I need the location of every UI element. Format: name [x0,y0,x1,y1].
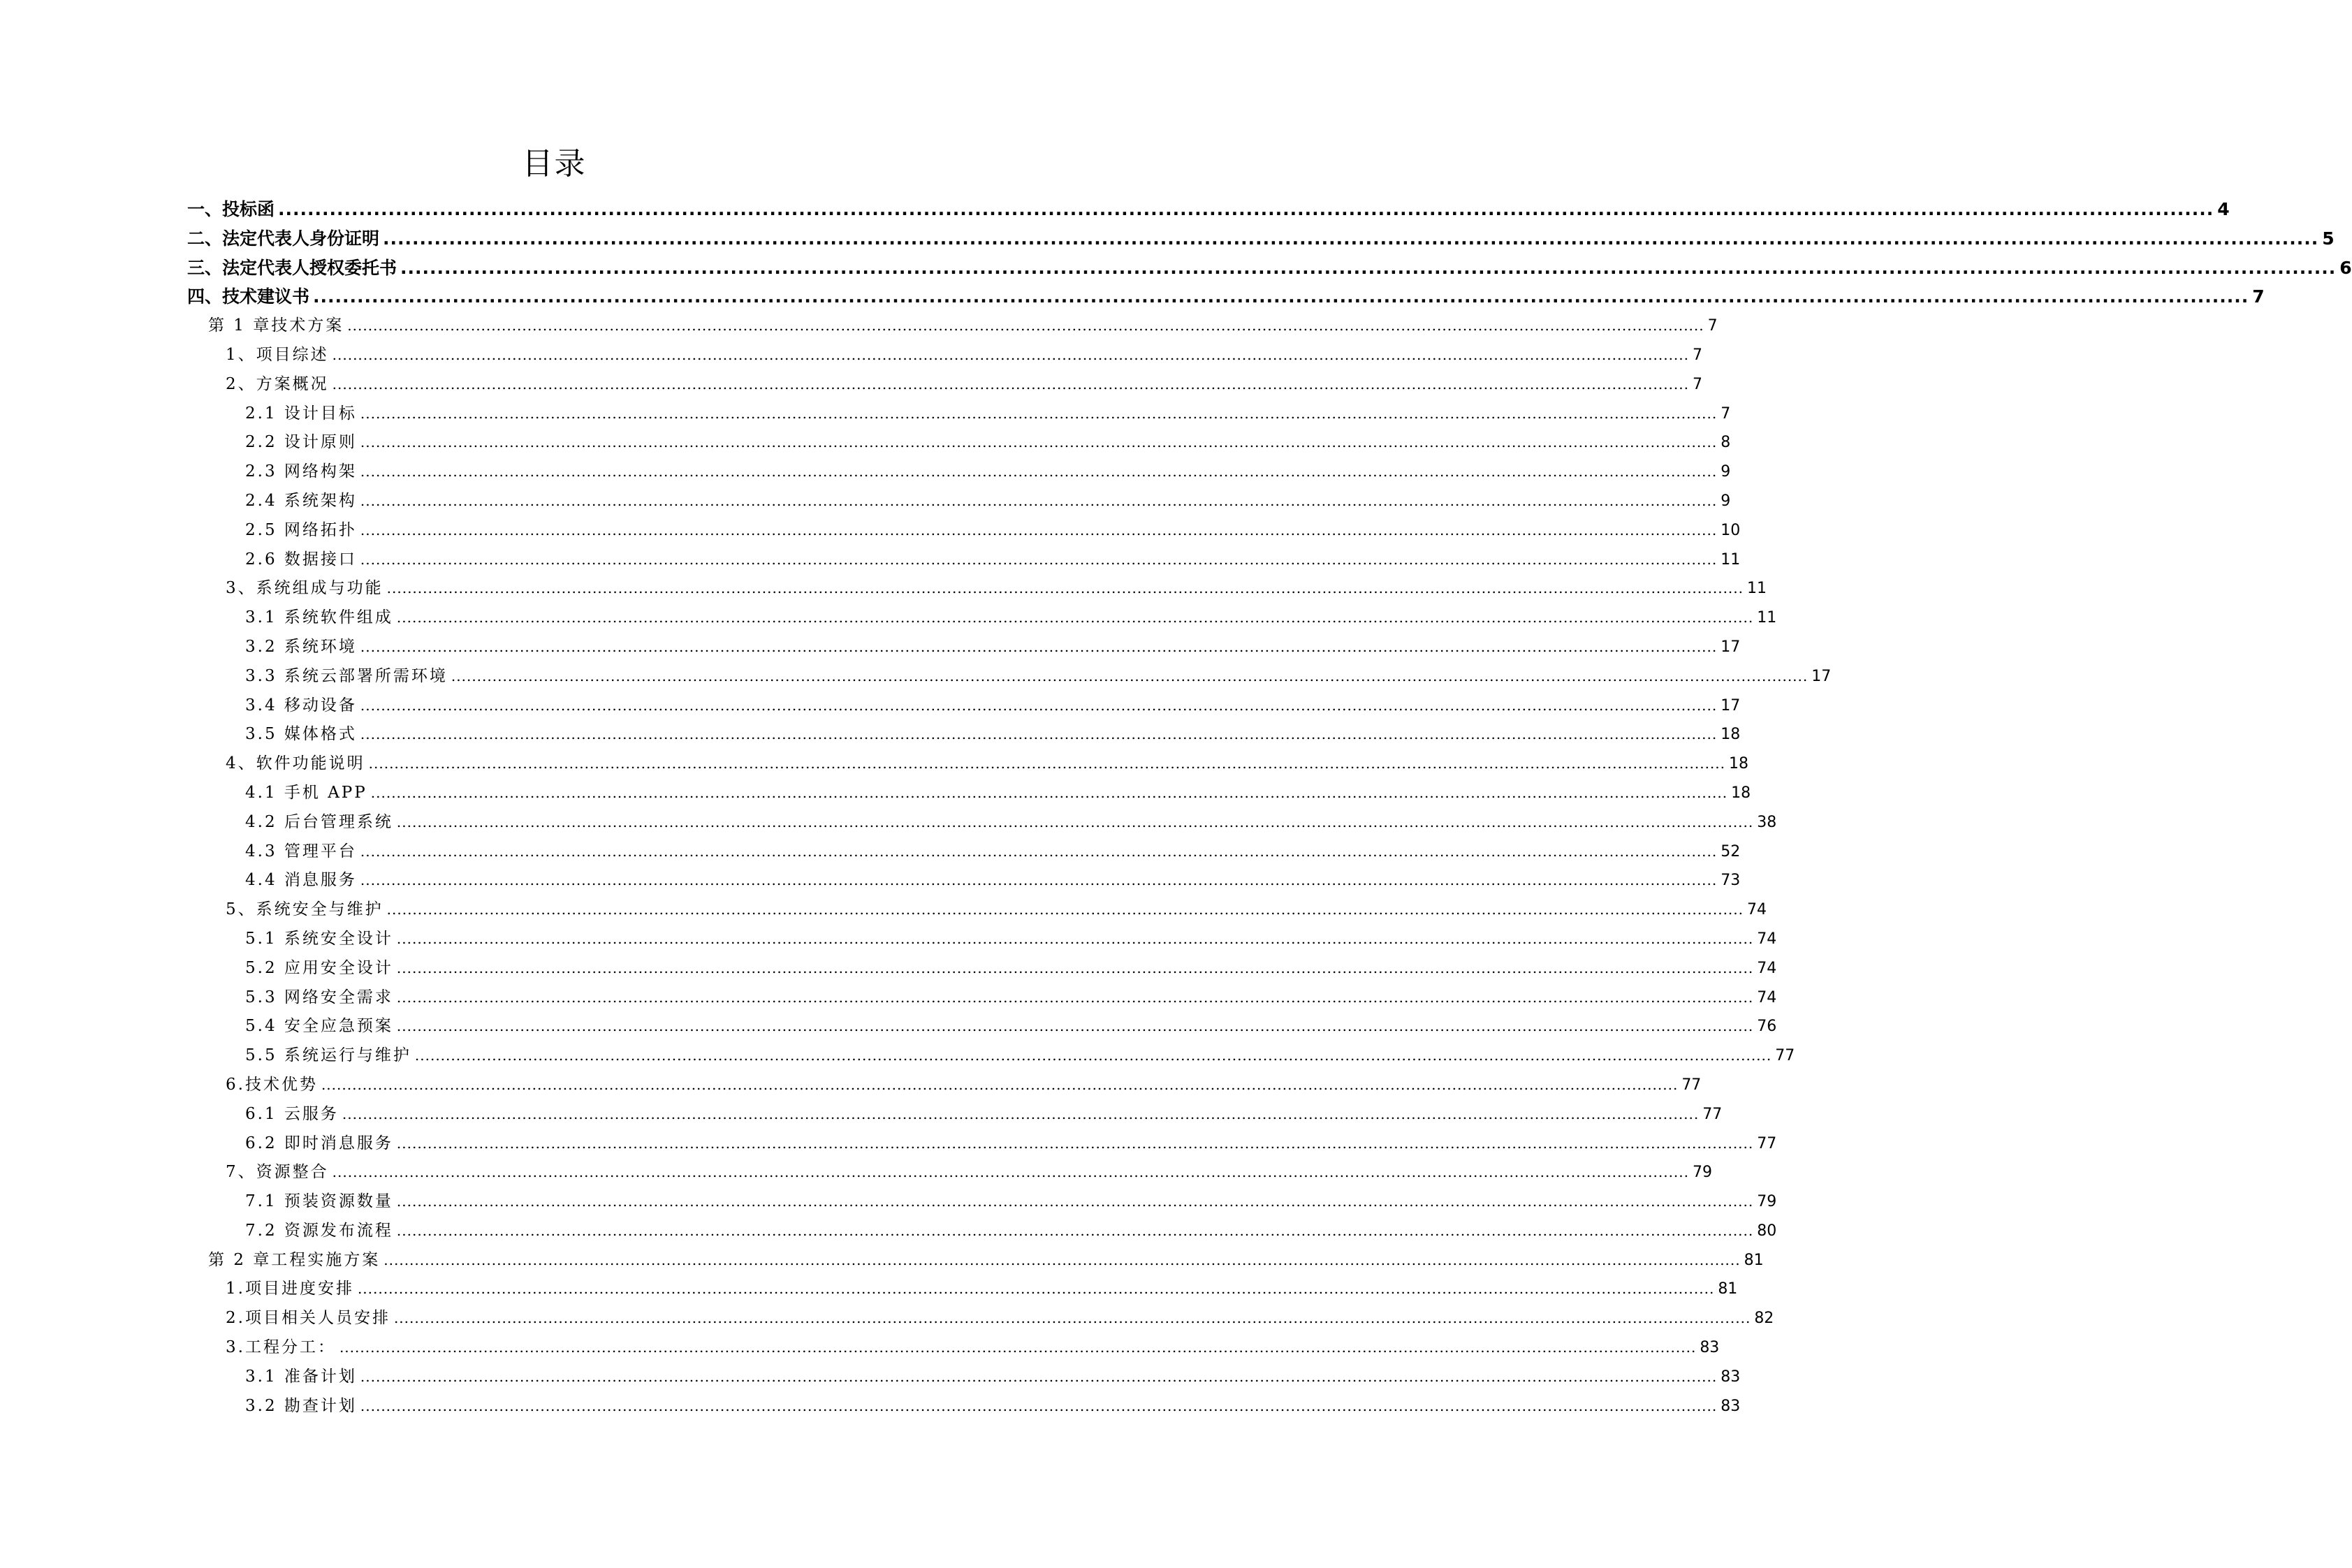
toc-entry-page-number: 11 [1757,609,1777,627]
toc-entry[interactable] [187,545,1741,575]
toc-entry[interactable] [187,1100,1723,1129]
toc-dot-leader: ........................................................................................................................................................................................................................................................................ [278,199,2214,219]
toc-dot-leader: ........................................................................................................................................................................................................................................................................ [332,375,1689,393]
toc-entry[interactable] [187,254,2352,283]
toc-entry-label: 3.5 媒体格式 [245,725,357,744]
toc-dot-leader: ........................................................................................................................................................................................................................................................................ [342,1105,1700,1122]
toc-entry-label: 7.2 资源发布流程 [245,1221,393,1240]
toc-entry-label: 4、软件功能说明 [226,754,365,773]
toc-entry-page-number: 18 [1729,755,1748,773]
toc-entry[interactable] [187,1333,1720,1363]
toc-entry-page-number: 77 [1681,1076,1702,1094]
toc-entry-page-number: 7 [1693,346,1702,364]
toc-entry-page-number: 81 [1744,1251,1764,1269]
toc-dot-leader: ........................................................................................................................................................................................................................................................................ [451,667,1809,684]
toc-entry-label: 4.3 管理平台 [245,842,357,860]
toc-dot-leader: ........................................................................................................................................................................................................................................................................ [396,1193,1754,1210]
toc-entry[interactable] [187,925,1777,954]
toc-entry-label: 2.2 设计原则 [245,433,357,452]
toc-entry[interactable] [187,749,1748,779]
toc-entry-page-number: 79 [1693,1164,1712,1182]
toc-entry-label: 2.3 网络构架 [245,462,357,481]
toc-entry[interactable] [187,312,1718,341]
toc-entry[interactable] [187,574,1767,603]
toc-entry[interactable] [187,370,1702,400]
toc-entry-page-number: 18 [1731,784,1751,802]
toc-entry[interactable] [187,400,1731,429]
toc-entry-page-number: 74 [1757,988,1777,1006]
toc-entry-label: 6.技术优势 [226,1075,318,1094]
toc-entry-label: 四、技术建议书 [187,286,310,307]
toc-entry-label: 3.3 系统云部署所需环境 [245,666,448,685]
toc-entry-label: 3.1 系统软件组成 [245,608,393,627]
toc-dot-leader: ........................................................................................................................................................................................................................................................................ [360,463,1718,481]
table-of-contents [187,195,2352,1421]
toc-entry[interactable] [187,662,1832,691]
toc-dot-leader: ........................................................................................................................................................................................................................................................................ [386,580,1744,597]
toc-entry-label: 5.5 系统运行与维护 [245,1046,411,1065]
toc-entry[interactable] [187,720,1741,749]
toc-dot-leader: ........................................................................................................................................................................................................................................................................ [357,1280,1715,1298]
toc-dot-leader: ........................................................................................................................................................................................................................................................................ [396,959,1754,976]
toc-dot-leader: ........................................................................................................................................................................................................................................................................ [360,434,1718,451]
toc-dot-leader: ........................................................................................................................................................................................................................................................................ [321,1076,1679,1093]
toc-entry-label: 1.项目进度安排 [226,1280,354,1298]
toc-entry[interactable] [187,1041,1795,1071]
toc-dot-leader: ........................................................................................................................................................................................................................................................................ [360,638,1718,655]
toc-dot-leader: ........................................................................................................................................................................................................................................................................ [396,1134,1754,1152]
toc-entry[interactable] [187,866,1741,895]
toc-entry-page-number: 73 [1721,872,1741,890]
toc-entry[interactable] [187,633,1741,662]
toc-entry-label: 2.5 网络拓扑 [245,520,357,539]
toc-entry-page-number: 77 [1702,1105,1723,1123]
toc-entry-label: 1、项目综述 [226,345,329,364]
toc-entry[interactable] [187,487,1731,516]
toc-entry-label: 2.1 设计目标 [245,404,357,423]
toc-entry[interactable] [187,1304,1774,1333]
toc-entry[interactable] [187,603,1777,633]
toc-entry-label: 一、投标函 [187,199,275,219]
toc-entry[interactable] [187,1275,1738,1304]
toc-entry[interactable] [187,983,1777,1013]
toc-entry-label: 3.1 准备计划 [245,1367,357,1386]
toc-entry[interactable] [187,195,2230,224]
toc-dot-leader: ........................................................................................................................................................................................................................................................................ [396,988,1754,1006]
toc-entry-page-number: 18 [1721,726,1741,744]
toc-entry-page-number: 5 [2322,228,2335,249]
toc-entry-label: 4.4 消息服务 [245,871,357,890]
toc-entry-label: 3.工程分工： [226,1338,336,1357]
toc-dot-leader: ........................................................................................................................................................................................................................................................................ [414,1047,1772,1064]
toc-entry[interactable] [187,457,1731,487]
toc-entry-label: 3、系统组成与功能 [226,579,384,598]
toc-dot-leader: ........................................................................................................................................................................................................................................................................ [360,521,1718,538]
toc-dot-leader: ........................................................................................................................................................................................................................................................................ [347,317,1704,335]
toc-entry-label: 5.1 系统安全设计 [245,929,393,948]
toc-dot-leader: ........................................................................................................................................................................................................................................................................ [360,696,1718,714]
toc-entry[interactable] [187,516,1741,545]
toc-dot-leader: ........................................................................................................................................................................................................................................................................ [396,609,1754,627]
toc-entry-page-number: 83 [1721,1397,1741,1415]
toc-dot-leader: ........................................................................................................................................................................................................................................................................ [370,784,1728,801]
toc-entry-label: 5.2 应用安全设计 [245,958,393,977]
toc-entry-label: 5.4 安全应急预案 [245,1017,393,1036]
toc-entry[interactable] [187,1012,1777,1041]
toc-dot-leader: ........................................................................................................................................................................................................................................................................ [360,404,1718,422]
toc-entry-label: 3.2 勘查计划 [245,1396,357,1415]
toc-entry-page-number: 11 [1747,580,1767,598]
toc-entry-page-number: 8 [1721,434,1731,452]
toc-entry-page-number: 10 [1721,521,1741,539]
toc-entry-page-number: 4 [2217,199,2230,219]
toc-dot-leader: ........................................................................................................................................................................................................................................................................ [360,842,1718,860]
toc-dot-leader: ........................................................................................................................................................................................................................................................................ [396,930,1754,947]
toc-entry[interactable] [187,1071,1702,1100]
toc-dot-leader: ........................................................................................................................................................................................................................................................................ [384,1251,1741,1268]
toc-entry-label: 6.1 云服务 [245,1104,339,1123]
toc-entry-label: 4.1 手机 APP [245,783,367,802]
toc-entry[interactable] [187,341,1702,370]
toc-entry-page-number: 7 [1707,317,1718,335]
toc-entry[interactable] [187,1392,1741,1421]
toc-entry[interactable] [187,837,1741,867]
toc-entry-label: 3.2 系统环境 [245,637,357,656]
toc-dot-leader: ........................................................................................................................................................................................................................................................................ [332,346,1689,363]
toc-entry[interactable] [187,895,1767,925]
toc-dot-leader: ........................................................................................................................................................................................................................................................................ [360,492,1718,509]
toc-entry[interactable] [187,1363,1741,1392]
toc-entry-label: 6.2 即时消息服务 [245,1134,393,1152]
toc-dot-leader: ........................................................................................................................................................................................................................................................................ [396,813,1754,830]
toc-entry-page-number: 9 [1721,463,1731,481]
toc-dot-leader: ........................................................................................................................................................................................................................................................................ [400,257,2337,278]
toc-dot-leader: ........................................................................................................................................................................................................................................................................ [360,1397,1718,1414]
toc-entry-label: 第 1 章技术方案 [208,316,344,335]
toc-entry-page-number: 7 [1693,375,1702,393]
toc-entry-label: 2、方案概况 [226,374,329,393]
toc-entry-label: 7、资源整合 [226,1163,329,1182]
toc-entry-page-number: 7 [1721,404,1731,423]
toc-entry-page-number: 77 [1757,1134,1777,1152]
toc-entry-label: 5.3 网络安全需求 [245,988,393,1006]
toc-entry-page-number: 74 [1757,930,1777,948]
toc-entry[interactable] [187,1246,1764,1275]
toc-entry[interactable] [187,224,2335,254]
toc-entry-label: 3.4 移动设备 [245,696,357,715]
toc-entry-page-number: 74 [1747,901,1767,919]
toc-entry-page-number: 38 [1757,813,1777,831]
toc-entry-label: 2.项目相关人员安排 [226,1309,390,1328]
toc-entry-label: 4.2 后台管理系统 [245,812,393,831]
toc-dot-leader: ........................................................................................................................................................................................................................................................................ [332,1164,1689,1181]
toc-entry-label: 5、系统安全与维护 [226,900,384,919]
toc-dot-leader: ........................................................................................................................................................................................................................................................................ [360,550,1718,568]
toc-entry[interactable] [187,691,1741,721]
toc-entry-label: 7.1 预装资源数量 [245,1192,393,1211]
toc-dot-leader: ........................................................................................................................................................................................................................................................................ [386,901,1744,918]
toc-dot-leader: ........................................................................................................................................................................................................................................................................ [368,755,1725,772]
toc-entry-page-number: 17 [1721,638,1741,656]
toc-entry-label: 2.6 数据接口 [245,550,357,569]
toc-entry[interactable] [187,808,1777,837]
toc-dot-leader: ........................................................................................................................................................................................................................................................................ [313,286,2249,307]
toc-dot-leader: ........................................................................................................................................................................................................................................................................ [396,1222,1754,1239]
toc-entry-label: 二、法定代表人身份证明 [187,228,380,249]
toc-entry-page-number: 9 [1721,492,1731,510]
toc-entry[interactable] [187,428,1731,457]
toc-dot-leader: ........................................................................................................................................................................................................................................................................ [360,1368,1718,1385]
toc-entry[interactable] [187,1158,1712,1187]
toc-entry-page-number: 83 [1700,1339,1720,1357]
toc-entry-page-number: 76 [1757,1018,1777,1036]
toc-entry-page-number: 81 [1718,1280,1738,1298]
toc-entry-label: 三、法定代表人授权委托书 [187,257,397,278]
toc-entry-label: 2.4 系统架构 [245,491,357,510]
toc-dot-leader: ........................................................................................................................................................................................................................................................................ [339,1339,1697,1356]
toc-entry-page-number: 17 [1811,667,1832,685]
toc-entry-page-number: 6 [2339,257,2352,278]
toc-entry-page-number: 77 [1775,1047,1795,1065]
toc-entry[interactable] [187,1217,1777,1246]
toc-entry[interactable] [187,779,1751,808]
toc-entry-page-number: 83 [1721,1368,1741,1386]
toc-entry-page-number: 80 [1757,1222,1777,1240]
toc-entry[interactable] [187,1129,1777,1159]
toc-entry[interactable] [187,954,1777,983]
toc-entry-page-number: 74 [1757,959,1777,977]
toc-entry-page-number: 7 [2252,286,2265,307]
toc-entry-label: 第 2 章工程实施方案 [208,1250,381,1269]
toc-entry-page-number: 52 [1721,842,1741,860]
toc-dot-leader: ........................................................................................................................................................................................................................................................................ [360,726,1718,743]
toc-dot-leader: ........................................................................................................................................................................................................................................................................ [393,1310,1751,1327]
toc-entry-page-number: 17 [1721,696,1741,715]
toc-entry[interactable] [187,1187,1777,1217]
toc-dot-leader: ........................................................................................................................................................................................................................................................................ [396,1018,1754,1035]
toc-dot-leader: ........................................................................................................................................................................................................................................................................ [383,228,2319,249]
toc-entry-page-number: 79 [1757,1193,1777,1211]
page-title: 目录 [522,146,587,182]
toc-entry[interactable] [187,282,2265,312]
toc-entry-page-number: 82 [1754,1310,1774,1328]
toc-dot-leader: ........................................................................................................................................................................................................................................................................ [360,872,1718,889]
toc-entry-page-number: 11 [1721,550,1741,569]
